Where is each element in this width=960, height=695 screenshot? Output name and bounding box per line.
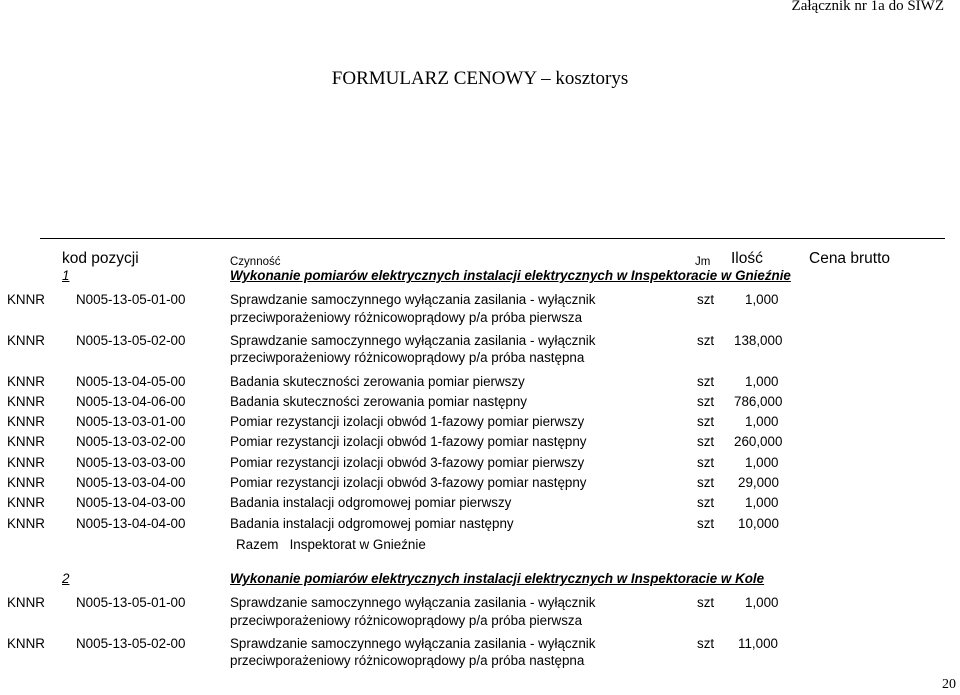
row-catalog: KNNR [7, 636, 45, 651]
row-code: N005-13-04-03-00 [76, 495, 186, 510]
row-catalog: KNNR [7, 374, 45, 389]
row-code: N005-13-03-04-00 [76, 475, 186, 490]
row-unit: szt [697, 475, 715, 490]
row-unit: szt [697, 434, 715, 449]
row-description: Pomiar rezystancji izolacji obwód 3-fazowy pomiar następny [230, 475, 587, 490]
row-quantity: 29,000 [738, 475, 779, 490]
row-quantity: 1,000 [745, 292, 779, 307]
page-number: 20 [942, 677, 956, 692]
row-unit: szt [697, 374, 715, 389]
row-description: Badania skuteczności zerowania pomiar następny [230, 394, 527, 409]
row-description: Sprawdzanie samoczynnego wyłączania zasilania - wyłącznik [230, 636, 596, 651]
row-description: Sprawdzanie samoczynnego wyłączania zasilania - wyłącznik [230, 292, 596, 307]
row-description: Pomiar rezystancji izolacji obwód 1-fazowy pomiar pierwszy [230, 414, 585, 429]
row-quantity: 138,000 [734, 333, 783, 348]
row-code: N005-13-03-01-00 [76, 414, 186, 429]
header-divider [40, 238, 945, 239]
row-quantity: 1,000 [745, 414, 779, 429]
row-description: Pomiar rezystancji izolacji obwód 3-fazowy pomiar pierwszy [230, 455, 585, 470]
row-catalog: KNNR [7, 595, 45, 610]
row-description: Badania instalacji odgromowej pomiar pierwszy [230, 495, 512, 510]
row-description: Pomiar rezystancji izolacji obwód 1-fazowy pomiar następny [230, 434, 587, 449]
section-number: 1 [62, 268, 70, 283]
row-code: N005-13-05-02-00 [76, 636, 186, 651]
row-code: N005-13-03-02-00 [76, 434, 186, 449]
row-code: N005-13-04-05-00 [76, 374, 186, 389]
row-unit: szt [697, 516, 715, 531]
row-code: N005-13-05-01-00 [76, 595, 186, 610]
column-header-unit: Jm [695, 256, 711, 268]
row-quantity: 260,000 [734, 434, 783, 449]
section-number: 2 [62, 571, 70, 586]
column-header-code: kod pozycji [62, 250, 139, 267]
row-catalog: KNNR [7, 495, 45, 510]
row-catalog: KNNR [7, 333, 45, 348]
section-title: Wykonanie pomiarów elektrycznych instalacji elektrycznych w Inspektoracie w Kole [230, 571, 765, 586]
row-catalog: KNNR [7, 292, 45, 307]
row-description: Sprawdzanie samoczynnego wyłączania zasilania - wyłącznik [230, 595, 596, 610]
row-description-continued: przeciwporażeniowy różnicowoprądowy p/a próba następna [230, 653, 585, 668]
column-header-price: Cena brutto [809, 250, 890, 267]
row-catalog: KNNR [7, 475, 45, 490]
row-code: N005-13-03-03-00 [76, 455, 186, 470]
row-unit: szt [697, 595, 715, 610]
row-catalog: KNNR [7, 455, 45, 470]
row-catalog: KNNR [7, 516, 45, 531]
row-catalog: KNNR [7, 434, 45, 449]
row-quantity: 1,000 [745, 455, 779, 470]
row-quantity: 10,000 [738, 516, 779, 531]
row-code: N005-13-05-01-00 [76, 292, 186, 307]
row-description-continued: przeciwporażeniowy różnicowoprądowy p/a próba pierwsza [230, 613, 583, 628]
row-unit: szt [697, 455, 715, 470]
row-code: N005-13-04-04-00 [76, 516, 186, 531]
row-description-continued: przeciwporażeniowy różnicowoprądowy p/a próba pierwsza [230, 310, 583, 325]
row-unit: szt [697, 414, 715, 429]
row-quantity: 1,000 [745, 595, 779, 610]
row-unit: szt [697, 292, 715, 307]
row-description: Sprawdzanie samoczynnego wyłączania zasilania - wyłącznik [230, 333, 596, 348]
row-code: N005-13-04-06-00 [76, 394, 186, 409]
row-unit: szt [697, 636, 715, 651]
row-unit: szt [697, 495, 715, 510]
section-title: Wykonanie pomiarów elektrycznych instalacji elektrycznych w Inspektoracie w Gnieźnie [230, 268, 791, 283]
row-catalog: KNNR [7, 394, 45, 409]
row-description: Badania skuteczności zerowania pomiar pierwszy [230, 374, 525, 389]
row-unit: szt [697, 333, 715, 348]
row-quantity: 1,000 [745, 495, 779, 510]
row-unit: szt [697, 394, 715, 409]
column-header-quantity: Ilość [731, 250, 763, 267]
row-catalog: KNNR [7, 414, 45, 429]
row-code: N005-13-05-02-00 [76, 333, 186, 348]
document-title: FORMULARZ CENOWY – kosztorys [331, 68, 629, 89]
row-quantity: 11,000 [738, 636, 778, 651]
column-header-activity: Czynność [230, 256, 281, 268]
row-description-continued: przeciwporażeniowy różnicowoprądowy p/a próba następna [230, 350, 585, 365]
annex-label: Załącznik nr 1a do SIWZ [791, 0, 944, 14]
row-quantity: 1,000 [745, 374, 779, 389]
row-description: Badania instalacji odgromowej pomiar następny [230, 516, 514, 531]
row-quantity: 786,000 [734, 394, 783, 409]
section-total-label: Razem Inspektorat w Gnieźnie [236, 537, 426, 552]
